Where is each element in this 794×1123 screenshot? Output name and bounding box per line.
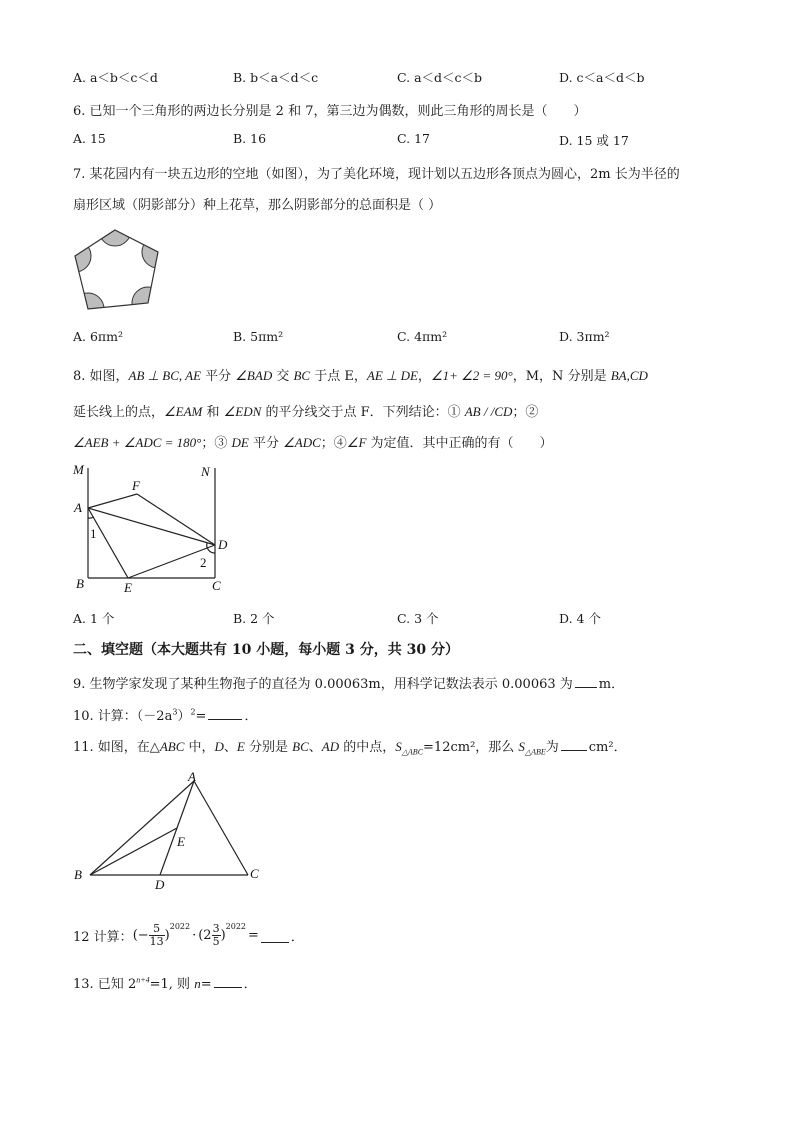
q10-answer-blank[interactable] xyxy=(208,707,242,720)
q13-text: ． xyxy=(243,977,257,992)
q12-text: ． xyxy=(290,929,304,945)
q8-option-c: C. 3 个 xyxy=(397,611,439,626)
q8-math: ∠1+ ∠2 = 90° xyxy=(430,368,513,383)
q13-text: 13. 已知 2 xyxy=(73,977,137,992)
q8-figure xyxy=(70,458,240,603)
q8-text: ， xyxy=(417,369,431,384)
q11-text: 中， xyxy=(184,740,215,755)
q8-text: 平分 xyxy=(201,369,236,384)
q12-numerator: 5 xyxy=(149,923,165,936)
q8-math: ∠BAD xyxy=(235,368,273,383)
q12-denominator: 5 xyxy=(212,934,220,948)
q10-text: 10. 计算：（－2a xyxy=(73,709,173,724)
q13-text: = xyxy=(200,977,212,992)
q12-denominator: 13 xyxy=(149,934,164,948)
q11 xyxy=(73,736,627,757)
q11-answer-blank[interactable] xyxy=(561,738,587,751)
q5-option-a: A. a＜b＜c＜d xyxy=(73,70,158,85)
q12-numerator: 3 xyxy=(212,921,220,935)
q8-math: BC xyxy=(293,368,311,383)
q8-option-d: D. 4 个 xyxy=(559,611,601,626)
q11-text: 分别是 xyxy=(244,740,293,755)
q9-text: 9. 生物学家发现了某种生物孢子的直径为 0.00063m，用科学记数法表示 0.00063 为 xyxy=(73,677,573,692)
q8-text: 于点 E， xyxy=(310,369,367,384)
q13-math: n xyxy=(194,976,201,991)
q5-option-d: D. c＜a＜d＜b xyxy=(559,70,645,85)
q8-math: ∠EDN xyxy=(223,404,262,419)
q8-text: 的平分线交于点 F．下列结论：① xyxy=(261,405,465,420)
label-e: E xyxy=(124,580,132,595)
q11-text: 、 xyxy=(308,740,322,755)
label-angle-2: 2 xyxy=(200,555,207,570)
label-c: C xyxy=(250,866,259,881)
q10-text: ） xyxy=(177,709,191,724)
q8-text: 为定值．其中正确的有（ ） xyxy=(366,436,553,451)
q6-option-b: B. 16 xyxy=(233,131,267,146)
q8-math: ∠F xyxy=(346,435,367,450)
q11-math: S xyxy=(395,739,402,754)
q12-math: · xyxy=(192,927,197,943)
q6-stem: 6. 已知一个三角形的两边长分别是 2 和 7，第三边为偶数，则此三角形的周长是（ ） xyxy=(73,104,587,119)
q12-answer-blank[interactable] xyxy=(261,928,289,943)
label-b: B xyxy=(74,867,82,882)
label-d: D xyxy=(155,877,165,892)
q11-text: 11. 如图，在△ xyxy=(73,740,160,755)
q6-option-c: C. 17 xyxy=(397,131,430,146)
q8-text: ，M，N 分别是 xyxy=(512,369,611,384)
q6-option-a: A. 15 xyxy=(73,131,106,146)
line-ad xyxy=(88,508,215,545)
q9-answer-blank[interactable] xyxy=(575,675,597,688)
q11-triangle-figure xyxy=(70,765,270,895)
q12-math: ) xyxy=(220,927,226,943)
q12-fraction-2 xyxy=(212,923,221,948)
q8-text: 8. 如图， xyxy=(73,369,129,384)
q12-math: = xyxy=(248,927,259,943)
q11-text: cm²． xyxy=(588,740,627,755)
q8-text: 和 xyxy=(202,405,224,420)
q8-text: 平分 xyxy=(248,436,284,451)
q11-math: E xyxy=(236,739,245,754)
q11-math: S xyxy=(518,739,525,754)
q8-math: AE ⊥ DE xyxy=(366,368,418,383)
q8-math: ∠ADC xyxy=(283,435,321,450)
label-a: A xyxy=(188,769,196,784)
q8-math: AB ⊥ BC, AE xyxy=(128,368,202,383)
q8-line2 xyxy=(73,401,538,420)
q13-answer-blank[interactable] xyxy=(214,975,242,988)
section-2-title: 二、填空题（本大题共有 10 小题，每小题 3 分，共 30 分） xyxy=(73,642,459,658)
q7-stem-line1: 7. 某花园内有一块五边形的空地（如图），为了美化环境，现计划以五边形各顶点为圆心，2m 长为半径的 xyxy=(73,167,680,182)
q10 xyxy=(73,705,257,724)
q7-option-b: B. 5πm² xyxy=(233,329,284,344)
angle-1-arc xyxy=(88,517,94,518)
pentagon-figure xyxy=(70,225,170,315)
q5-option-b: B. b＜a＜d＜c xyxy=(233,70,319,85)
q8-math: DE xyxy=(231,435,249,450)
q11-math: AD xyxy=(321,739,340,754)
q10-exponent: 3 xyxy=(172,707,178,717)
q12-fraction-1 xyxy=(149,923,165,948)
q5-option-c: C. a＜d＜c＜b xyxy=(397,70,483,85)
q7-stem-line2: 扇形区域（阴影部分）种上花草，那么阴影部分的总面积是（ ） xyxy=(73,198,442,213)
q11-math: ABC xyxy=(159,739,185,754)
q8-math: ∠AEB + ∠ADC = 180° xyxy=(73,435,202,450)
label-e: E xyxy=(177,834,185,849)
q12 xyxy=(73,918,304,952)
q12-exponent: 2022 xyxy=(169,922,191,931)
sector-bottom-left xyxy=(72,293,104,315)
q8-text: 交 xyxy=(272,369,294,384)
q12-text: 12 计算： xyxy=(73,929,133,945)
line-af xyxy=(88,494,137,508)
q12-math: (− xyxy=(132,927,149,943)
q6-option-d: D. 15 或 17 xyxy=(559,133,629,148)
line-fd xyxy=(137,494,215,545)
label-d: D xyxy=(218,537,228,552)
q8-text: ；② xyxy=(512,405,539,420)
line-ba xyxy=(90,781,194,875)
q11-math: BC xyxy=(292,739,309,754)
q8-option-b: B. 2 个 xyxy=(233,611,275,626)
q10-text: = xyxy=(195,709,207,724)
sector-left xyxy=(70,240,91,272)
q11-text: =12cm²，那么 xyxy=(423,740,519,755)
q11-text: 为 xyxy=(545,740,559,755)
label-f: F xyxy=(132,478,140,493)
q7-option-c: C. 4πm² xyxy=(397,329,448,344)
label-m: M xyxy=(73,462,84,477)
q10-text: ． xyxy=(244,709,258,724)
q8-option-a: A. 1 个 xyxy=(73,611,115,626)
label-c: C xyxy=(212,578,221,593)
q12-exponent: 2022 xyxy=(225,922,247,931)
label-a: A xyxy=(74,500,82,515)
q11-text: 的中点， xyxy=(339,740,396,755)
q8-line3 xyxy=(73,432,553,451)
q11-subscript: △ABE xyxy=(524,747,546,757)
q8-math: AB / /CD xyxy=(464,404,513,419)
q11-text: 、 xyxy=(223,740,237,755)
q9-text: m． xyxy=(598,677,625,692)
q12-math: (2 xyxy=(198,927,212,943)
q13-exponent: n+4 xyxy=(136,975,150,985)
q8-line1 xyxy=(73,365,648,384)
q10-exponent: 2 xyxy=(190,707,196,717)
q9 xyxy=(73,673,624,692)
q11-subscript: △ABC xyxy=(401,747,424,757)
label-n: N xyxy=(201,464,210,479)
q8-text: 延长线上的点， xyxy=(73,405,165,420)
q8-math: BA,CD xyxy=(610,368,648,383)
q8-text: ；④ xyxy=(320,436,347,451)
q13-text: =1, 则 xyxy=(149,977,195,992)
label-b: B xyxy=(76,576,84,591)
label-angle-1: 1 xyxy=(90,526,97,541)
q13 xyxy=(73,973,257,992)
line-ac xyxy=(194,781,248,875)
q11-math: D xyxy=(214,739,224,754)
q12-math: ) xyxy=(164,927,170,943)
q7-option-d: D. 3πm² xyxy=(559,329,610,344)
q8-math: ∠EAM xyxy=(164,404,203,419)
q7-option-a: A. 6πm² xyxy=(73,329,124,344)
q8-text: ；③ xyxy=(201,436,232,451)
